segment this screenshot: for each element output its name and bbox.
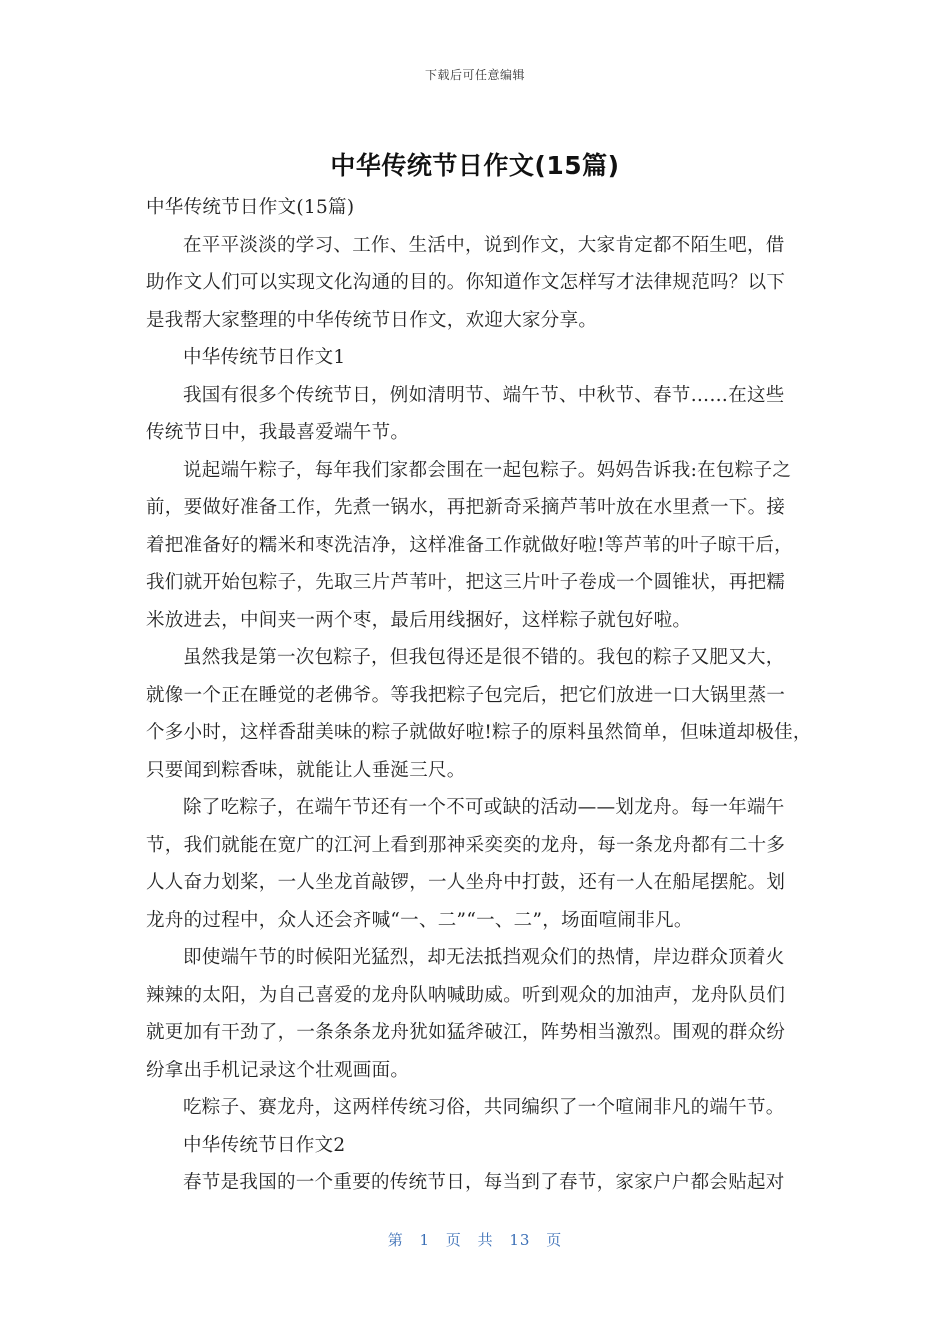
body-text-line: 龙舟的过程中，众人还会齐喊“一、二”“一、二”，场面喧闹非凡。 xyxy=(146,909,693,931)
body-text-line: 我们就开始包粽子，先取三片芦苇叶，把这三片叶子卷成一个圆锥状，再把糯 xyxy=(146,572,786,593)
body-text-line: 前，要做好准备工作，先煮一锅水，再把新奇采摘芦苇叶放在水里煮一下。接 xyxy=(146,497,786,518)
page-number-footer: 第 1 页 共 13 页 xyxy=(387,1231,563,1249)
body-text-line: 春节是我国的一个重要的传统节日，每当到了春节，家家户户都会贴起对 xyxy=(183,1172,785,1193)
body-text-line: 人人奋力划桨，一人坐龙首敲锣，一人坐舟中打鼓，还有一人在船尾摆舵。划 xyxy=(146,872,786,893)
body-text-line: 中华传统节日作文2 xyxy=(183,1134,346,1156)
body-text-line: 就像一个正在睡觉的老佛爷。等我把粽子包完后，把它们放进一口大锅里蒸一 xyxy=(146,684,786,706)
body-text-line: 就更加有干劲了，一条条条龙舟犹如猛斧破江，阵势相当激烈。围观的群众纷 xyxy=(146,1022,786,1043)
body-text-line: 在平平淡淡的学习、工作、生活中，说到作文，大家肯定都不陌生吧，借 xyxy=(183,234,785,256)
body-text-line: 虽然我是第一次包粽子，但我包得还是很不错的。我包的粽子又肥又大， xyxy=(183,647,785,668)
body-text-line: 助作文人们可以实现文化沟通的目的。你知道作文怎样写才法律规范吗？以下 xyxy=(146,272,786,293)
body-text-line: 我国有很多个传统节日，例如清明节、端午节、中秋节、春节……在这些 xyxy=(183,384,785,406)
document-title: 中华传统节日作文(15篇) xyxy=(330,151,620,180)
body-text-line: 即使端午节的时候阳光猛烈，却无法抵挡观众们的热情，岸边群众顶着火 xyxy=(183,947,785,968)
body-text-line: 个多小时，这样香甜美味的粽子就做好啦!粽子的原料虽然简单，但味道却极佳， xyxy=(146,722,812,743)
page-header: 下载后可任意编辑 xyxy=(424,68,525,82)
body-text-line: 是我帮大家整理的中华传统节日作文，欢迎大家分享。 xyxy=(146,309,598,331)
body-text-line: 辣辣的太阳，为自己喜爱的龙舟队呐喊助威。听到观众的加油声，龙舟队员们 xyxy=(146,984,786,1006)
body-text-line: 传统节日中，我最喜爱端午节。 xyxy=(146,422,410,443)
body-text-line: 节，我们就能在宽广的江河上看到那神采奕奕的龙舟，每一条龙舟都有二十多 xyxy=(146,834,786,856)
body-text-line: 米放进去，中间夹一两个枣，最后用线捆好，这样粽子就包好啦。 xyxy=(146,609,692,631)
body-text-line: 中华传统节日作文(15篇) xyxy=(146,197,355,218)
body-text-line: 吃粽子、赛龙舟，这两样传统习俗，共同编织了一个喧闹非凡的端午节。 xyxy=(183,1097,785,1118)
body-text-line: 除了吃粽子，在端午节还有一个不可或缺的活动——划龙舟。每一年端午 xyxy=(183,797,785,818)
body-text-line: 只要闻到粽香味，就能让人垂涎三尺。 xyxy=(146,759,466,781)
body-text-line: 中华传统节日作文1 xyxy=(183,347,346,368)
body-text-line: 说起端午粽子，每年我们家都会围在一起包粽子。妈妈告诉我:在包粽子之 xyxy=(183,459,792,481)
body-text-line: 着把准备好的糯米和枣洗洁净，这样准备工作就做好啦!等芦苇的叶子晾干后， xyxy=(146,534,793,556)
document-body xyxy=(146,193,812,1206)
body-text-line: 纷拿出手机记录这个壮观画面。 xyxy=(146,1059,410,1081)
